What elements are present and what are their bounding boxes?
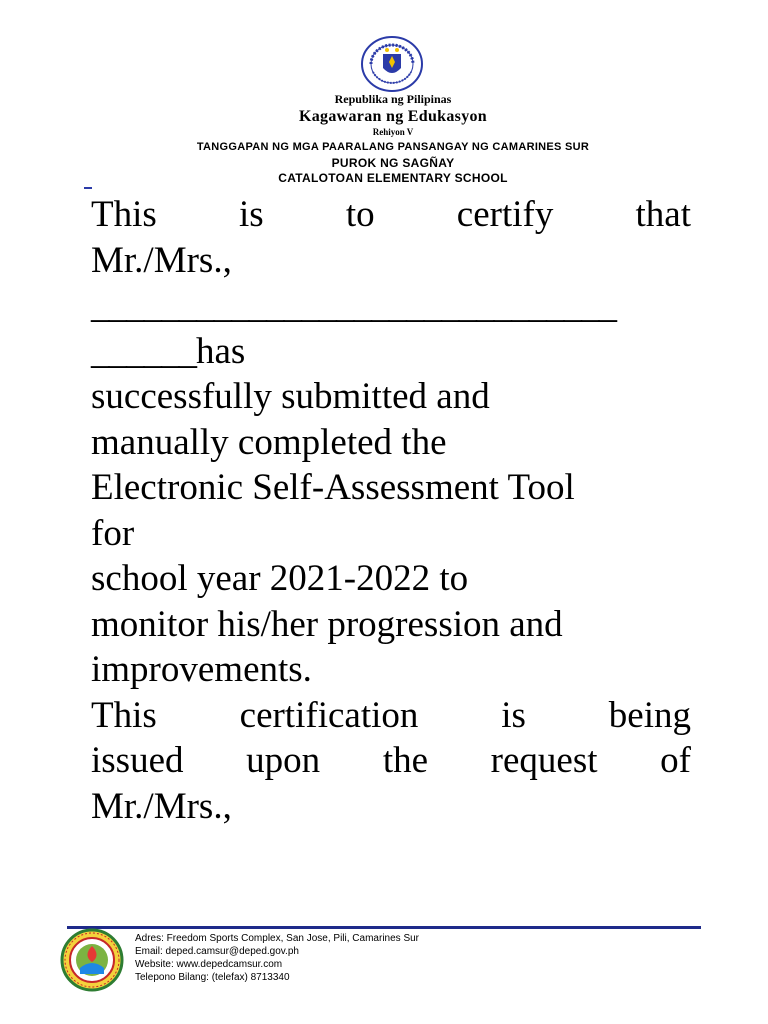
has-text: has [196, 330, 246, 372]
body-line: Mr./Mrs., [91, 239, 232, 281]
district-heading: PUROK NG SAGÑAY [331, 156, 455, 170]
footer-phone: Telepono Bilang: (telefax) 8713340 [135, 972, 290, 983]
office-heading: TANGGAPAN NG MGA PAARALANG PANSANGAY NG CAMARINES SUR [196, 141, 590, 153]
region-heading: Rehiyon V [372, 127, 414, 137]
body-line: improvements. [91, 649, 312, 690]
footer-contact [135, 932, 419, 984]
name-blank-short: ______ [91, 330, 196, 372]
body-line: for [91, 512, 135, 554]
footer-website: Website: www.depedcamsur.com [135, 959, 283, 970]
body-line: Mr./Mrs., [91, 785, 232, 827]
footer-address: Adres: Freedom Sports Complex, San Jose, Pili, Camarines Sur [135, 933, 419, 944]
body-line: manually completed the [91, 421, 447, 463]
body-line: successfully submitted and [91, 376, 490, 417]
school-heading: CATALOTOAN ELEMENTARY SCHOOL [278, 171, 508, 185]
footer-rule [67, 926, 701, 929]
body-line: school year 2021-2022 to [91, 558, 469, 599]
body-line: This is to certify that [91, 194, 691, 235]
department-heading: Kagawaran ng Edukasyon [299, 108, 487, 125]
republic-heading: Republika ng Pilipinas [334, 92, 452, 106]
deped-seal-icon [357, 36, 427, 92]
margin-mark [84, 187, 92, 189]
body-line: Electronic Self-Assessment Tool [91, 467, 575, 508]
name-blank-line: ______________________________ [91, 285, 616, 326]
body-line: This certification is being [91, 694, 691, 736]
body-line: monitor his/her progression and [91, 603, 563, 645]
certificate-body [91, 192, 691, 829]
body-line: issued upon the request of [91, 740, 691, 781]
body-line [91, 329, 691, 375]
school-logo-icon [58, 928, 126, 992]
footer-email: Email: deped.camsur@deped.gov.ph [135, 946, 299, 957]
